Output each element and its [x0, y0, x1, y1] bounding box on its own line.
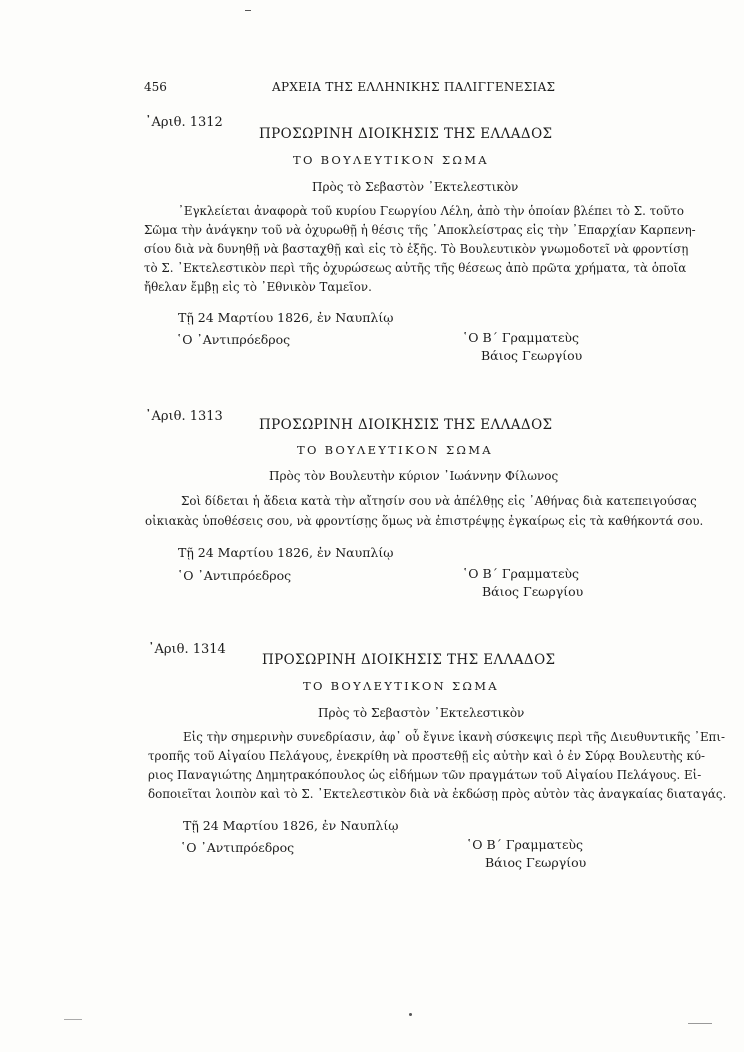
- secretary-title: ῾Ο Β΄ Γραμματεὺς: [462, 566, 580, 581]
- body-line: Εἰς τὴν σημερινὴν συνεδρίασιν, ἀφ᾽ οὗ ἔγινε ἱκανὴ σύσκεψις περὶ τῆς Διευθυντικῆς ᾽Επι-: [183, 730, 725, 744]
- addressee-line: Πρὸς τὸ Σεβαστὸν ᾽Εκτελεστικὸν: [318, 706, 525, 720]
- body-line: ᾽Εγκλείεται ἀναφορὰ τοῦ κυρίου Γεωργίου Λέλη, ἀπὸ τὴν ὁποίαν βλέπει τὸ Σ. τοῦτο: [178, 204, 685, 218]
- body-line: σίου διὰ νὰ δυνηθῇ νὰ βασταχθῇ καὶ εἰς τὸ ἑξῆς. Τὸ Βουλευτικὸν γνωμοδοτεῖ νὰ φροντίσῃ: [144, 242, 689, 256]
- body-line: Σοὶ δίδεται ἡ ἄδεια κατὰ τὴν αἴτησίν σου νὰ ἀπέλθῃς εἰς ᾽Αθήνας διὰ κατεπειγούσας: [181, 494, 697, 508]
- vice-president-signature: ῾Ο ᾽Αντιπρόεδρος: [177, 568, 292, 583]
- body-line: ριος Παναγιώτης Δημητρακόπουλος ὡς εἰδήμων τῶν πραγμάτων τοῦ Αἰγαίου Πελάγους. Εἰ-: [148, 768, 702, 782]
- running-head: ΑΡΧΕΙΑ ΤΗΣ ΕΛΛΗΝΙΚΗΣ ΠΑΛΙΓΓΕΝΕΣΙΑΣ: [272, 80, 556, 94]
- document-heading: ΠΡΟΣΩΡΙΝΗ ΔΙΟΙΚΗΣΙΣ ΤΗΣ ΕΛΛΑΔΟΣ: [259, 126, 553, 142]
- body-line: τροπῆς τοῦ Αἰγαίου Πελάγους, ἐνεκρίθη νὰ προστεθῇ εἰς αὐτὴν καὶ ὁ ἐν Σύρᾳ Βουλευτὴς κύ-: [148, 749, 706, 763]
- secretary-title: ῾Ο Β΄ Γραμματεὺς: [462, 330, 580, 345]
- body-line: Σῶμα τὴν ἀνάγκην τοῦ νὰ ὀχυρωθῇ ἡ θέσις τῆς ᾽Αποκλείστρας εἰς τὴν ᾽Επαρχίαν Καρπενη-: [144, 223, 696, 237]
- document-number: ᾽Αριθ. 1313: [145, 409, 223, 424]
- page-number: 456: [144, 80, 167, 94]
- document-subheading: ΤΟ ΒΟΥΛΕΥΤΙΚΟΝ ΣΩΜΑ: [303, 679, 499, 693]
- document-number: ᾽Αριθ. 1314: [148, 642, 226, 657]
- body-line: τὸ Σ. ᾽Εκτελεστικὸν περὶ τῆς ὀχυρώσεως αὐτῆς τῆς θέσεως ἀπὸ πρῶτα χρήματα, τὰ ὁποῖα: [144, 261, 687, 275]
- secretary-name: Βάιος Γεωργίου: [485, 855, 587, 870]
- document-subheading: ΤΟ ΒΟΥΛΕΥΤΙΚΟΝ ΣΩΜΑ: [293, 153, 489, 167]
- secretary-name: Βάιος Γεωργίου: [482, 584, 584, 599]
- secretary-title: ῾Ο Β΄ Γραμματεὺς: [466, 837, 584, 852]
- scan-speck: [245, 10, 251, 11]
- body-line: οἰκιακὰς ὑποθέσεις σου, νὰ φροντίσῃς ὅμως νὰ ἐπιστρέψῃς ἐγκαίρως εἰς τὰ καθήκοντά σου.: [145, 514, 704, 528]
- addressee-line: Πρὸς τὸν Βουλευτὴν κύριον ᾽Ιωάννην Φίλωνος: [269, 469, 559, 483]
- document-heading: ΠΡΟΣΩΡΙΝΗ ΔΙΟΙΚΗΣΙΣ ΤΗΣ ΕΛΛΑΔΟΣ: [262, 652, 556, 668]
- vice-president-signature: ῾Ο ᾽Αντιπρόεδρος: [180, 840, 295, 855]
- scan-speck: [688, 1023, 712, 1024]
- date-place: Τῇ 24 Μαρτίου 1826, ἐν Ναυπλίῳ: [178, 545, 394, 560]
- scan-speck: [409, 1013, 412, 1016]
- scan-speck: [64, 1019, 82, 1020]
- date-place: Τῇ 24 Μαρτίου 1826, ἐν Ναυπλίῳ: [183, 818, 399, 833]
- secretary-name: Βάιος Γεωργίου: [481, 348, 583, 363]
- addressee-line: Πρὸς τὸ Σεβαστὸν ᾽Εκτελεστικὸν: [312, 180, 519, 194]
- document-number: ᾽Αριθ. 1312: [145, 115, 223, 130]
- document-heading: ΠΡΟΣΩΡΙΝΗ ΔΙΟΙΚΗΣΙΣ ΤΗΣ ΕΛΛΑΔΟΣ: [259, 417, 553, 433]
- vice-president-signature: ῾Ο ᾽Αντιπρόεδρος: [176, 332, 291, 347]
- document-subheading: ΤΟ ΒΟΥΛΕΥΤΙΚΟΝ ΣΩΜΑ: [297, 443, 493, 457]
- body-line: δοποιεῖται λοιπὸν καὶ τὸ Σ. ᾽Εκτελεστικὸν διὰ νὰ ἐκδώσῃ πρὸς αὐτὸν τὰς ἀναγκαίας διαταγάς.: [148, 787, 727, 801]
- date-place: Τῇ 24 Μαρτίου 1826, ἐν Ναυπλίῳ: [178, 310, 394, 325]
- body-line: ἤθελαν ἔμβῃ εἰς τὸ ᾽Εθνικὸν Ταμεῖον.: [144, 280, 372, 294]
